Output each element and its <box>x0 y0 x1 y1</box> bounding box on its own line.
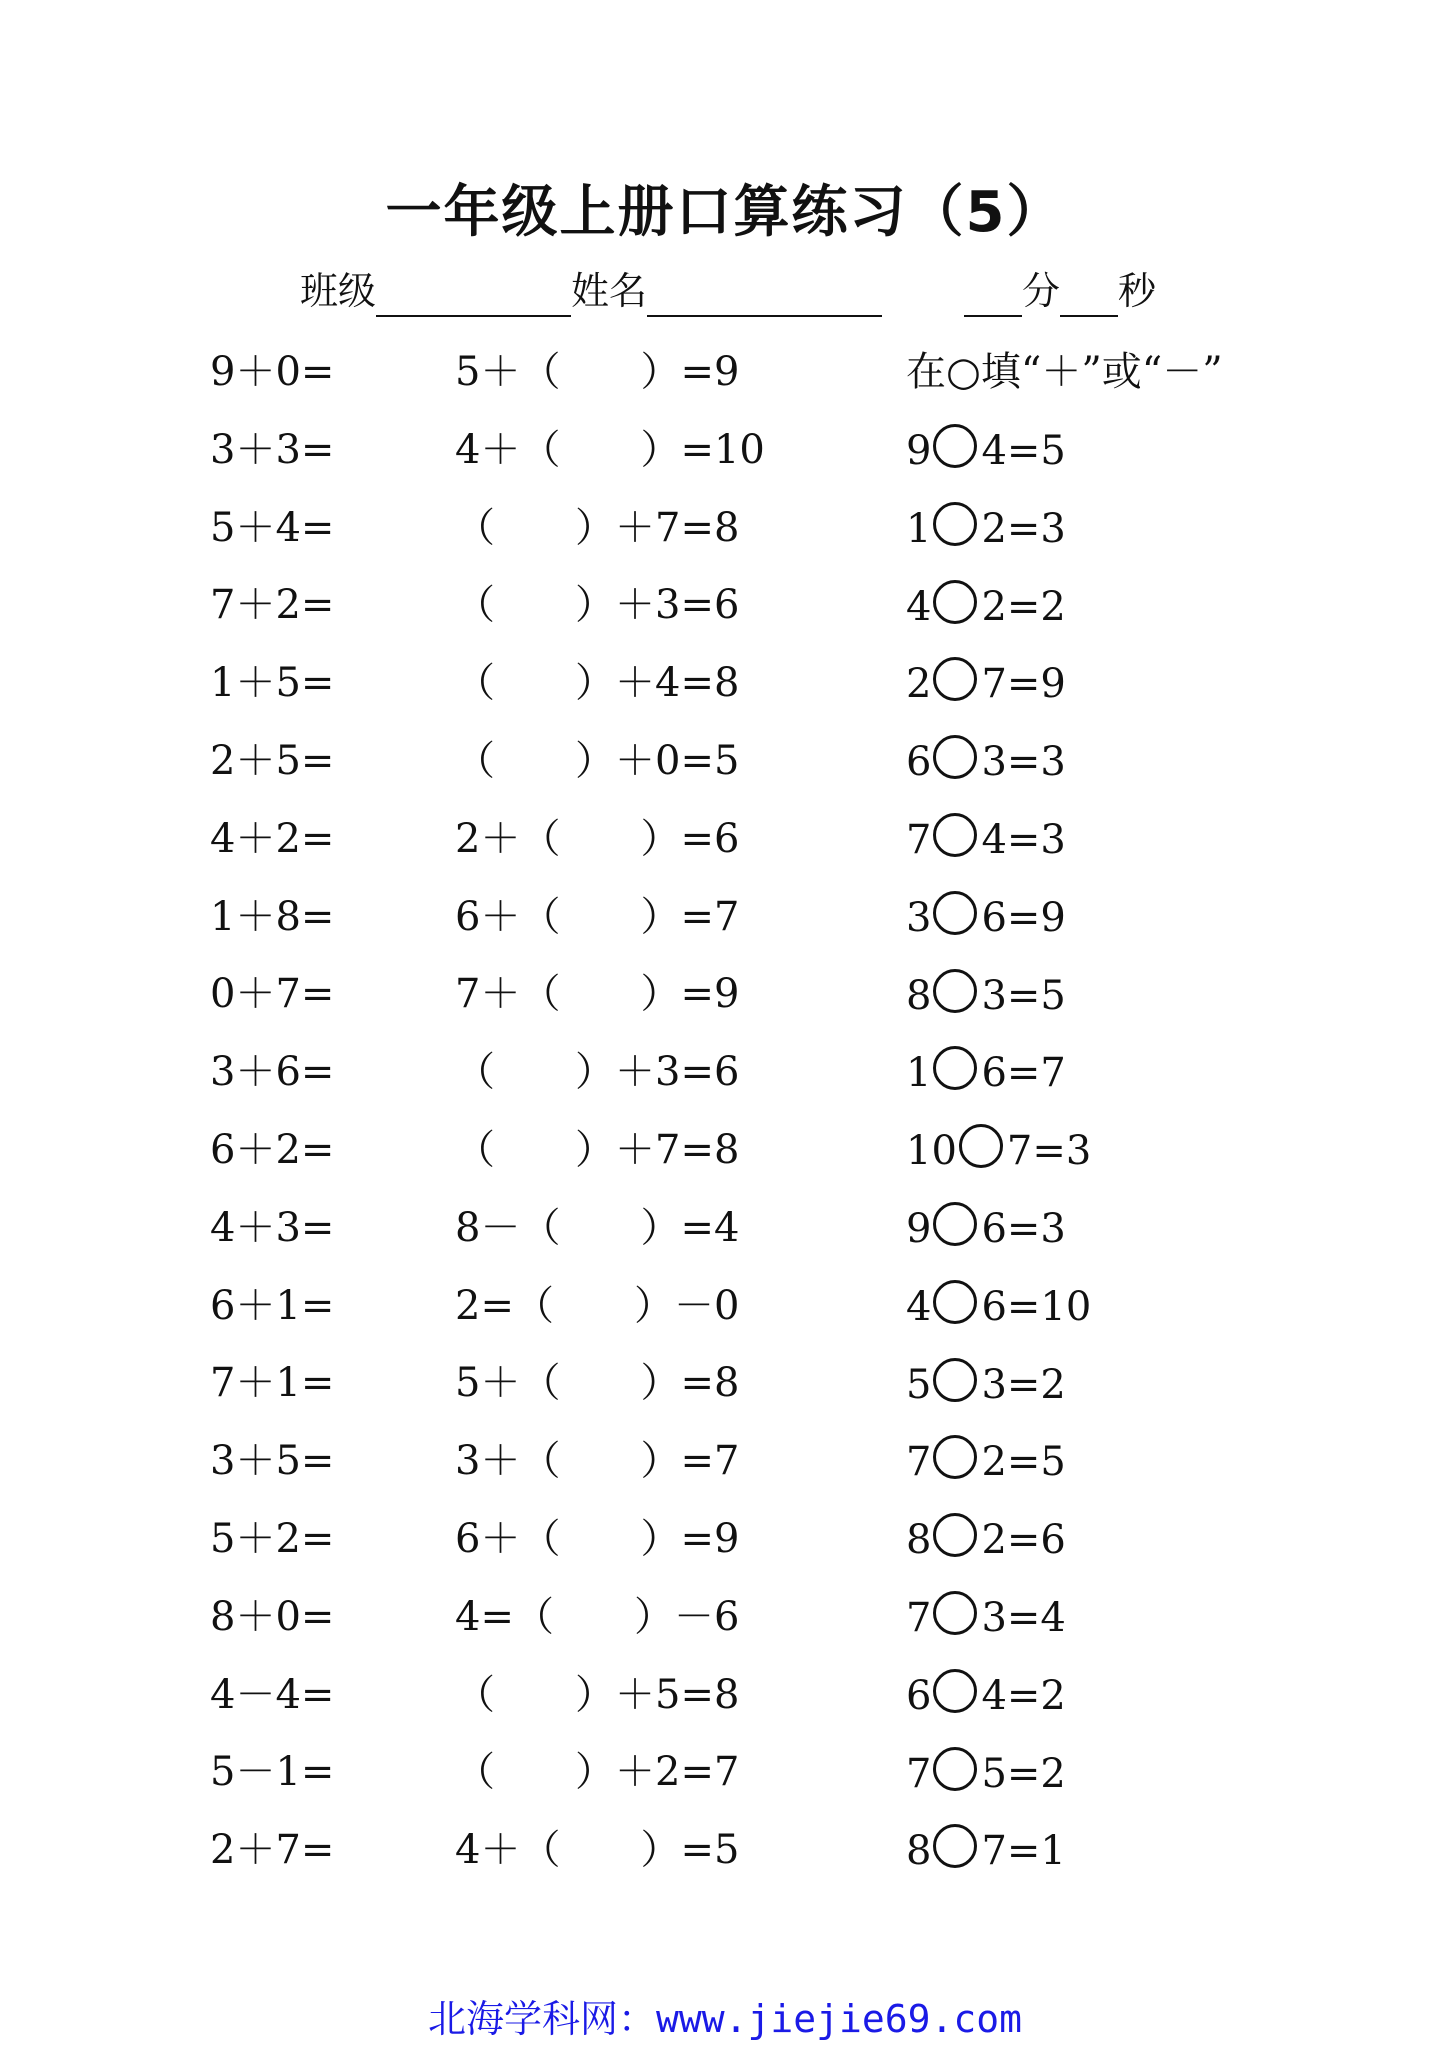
left-operand: 9 <box>906 1206 932 1252</box>
problem-col3-14 <box>906 1435 1066 1488</box>
left-operand: 6 <box>906 1672 932 1719</box>
problem-col2-7: 2＋（ ）=6 <box>455 815 740 862</box>
left-operand: 8 <box>906 1828 932 1875</box>
problem-col1-16: 5＋2= <box>210 1516 335 1562</box>
problem-col2-9: 7＋（ ）=9 <box>455 971 740 1018</box>
problem-col2-3: （ ）＋7=8 <box>455 504 740 551</box>
problem-col2-6: （ ）＋0=5 <box>455 738 740 784</box>
right-side: 7=9 <box>981 661 1066 708</box>
problem-col3-1 <box>906 424 1066 477</box>
problem-col3-16 <box>906 1591 1066 1644</box>
name-label: 姓名 <box>571 269 648 313</box>
problem-col1-11: 6＋2= <box>210 1127 335 1173</box>
right-side: 7=1 <box>981 1828 1066 1875</box>
problem-col3-13 <box>906 1358 1066 1411</box>
problem-col1-15: 3＋5= <box>210 1438 335 1485</box>
left-operand: 4 <box>906 583 932 630</box>
problem-col3-18 <box>906 1747 1066 1800</box>
time-info <box>964 265 1156 317</box>
right-side: 6=10 <box>981 1283 1092 1330</box>
left-operand: 3 <box>906 894 932 941</box>
problem-col2-5: （ ）＋4=8 <box>455 660 740 707</box>
left-operand: 1 <box>906 1050 932 1097</box>
operator-instruction: 在○填“＋”或“－” <box>906 349 1223 395</box>
problem-col1-4: 7＋2= <box>210 582 335 629</box>
minutes-blank[interactable] <box>964 277 1022 317</box>
operator-circle-icon[interactable] <box>933 1202 977 1246</box>
problem-col2-18: （ ）＋5=8 <box>455 1671 740 1718</box>
minutes-label: 分 <box>1022 269 1061 313</box>
problem-col3-11 <box>906 1202 1066 1255</box>
operator-circle-icon[interactable] <box>933 1669 977 1713</box>
operator-circle-icon[interactable] <box>933 424 977 468</box>
right-side: 3=4 <box>981 1595 1066 1641</box>
right-side: 5=2 <box>981 1750 1066 1797</box>
operator-circle-icon[interactable] <box>933 502 977 546</box>
right-side: 2=5 <box>981 1439 1066 1486</box>
problem-col1-14: 7＋1= <box>210 1360 335 1407</box>
operator-circle-icon[interactable] <box>933 657 977 701</box>
problem-col2-1: 5＋（ ）=9 <box>455 349 740 395</box>
operator-circle-icon[interactable] <box>933 1747 977 1791</box>
left-operand: 7 <box>906 1595 932 1641</box>
page-title: 一年级上册口算练习（5） <box>385 180 1065 245</box>
operator-circle-icon[interactable] <box>933 1435 977 1479</box>
right-side: 2=3 <box>981 505 1066 552</box>
operator-circle-icon[interactable] <box>933 813 977 857</box>
operator-circle-icon[interactable] <box>933 580 977 624</box>
problem-col2-16: 6＋（ ）=9 <box>455 1516 740 1562</box>
footer-watermark: 北海学科网：www.jiejie69.com <box>427 1997 1023 2041</box>
problem-col1-1: 9＋0= <box>210 349 335 395</box>
left-operand: 8 <box>906 972 932 1019</box>
problem-col3-7 <box>906 891 1066 944</box>
left-operand: 10 <box>906 1128 957 1175</box>
student-info-line <box>300 265 882 317</box>
right-side: 6=3 <box>981 1206 1066 1252</box>
problem-col3-2 <box>906 502 1066 555</box>
left-operand: 7 <box>906 1750 932 1797</box>
operator-circle-icon[interactable] <box>933 735 977 779</box>
problem-col1-10: 3＋6= <box>210 1049 335 1096</box>
problem-col3-10 <box>906 1124 1091 1177</box>
class-label: 班级 <box>300 269 377 313</box>
operator-circle-icon[interactable] <box>933 1824 977 1868</box>
problem-col1-8: 1＋8= <box>210 893 335 940</box>
operator-circle-icon[interactable] <box>933 1513 977 1557</box>
left-operand: 7 <box>906 817 932 863</box>
name-blank[interactable] <box>647 277 882 317</box>
problem-col3-19 <box>906 1824 1066 1877</box>
problem-col2-17: 4=（ ）－6 <box>455 1593 740 1640</box>
left-operand: 2 <box>906 661 932 708</box>
left-operand: 4 <box>906 1283 932 1330</box>
left-operand: 8 <box>906 1517 932 1564</box>
operator-circle-icon[interactable] <box>933 1280 977 1324</box>
problem-col3-6 <box>906 813 1066 866</box>
right-side: 4=2 <box>981 1672 1066 1719</box>
problem-col2-12: 8－（ ）=4 <box>455 1204 740 1251</box>
right-side: 2=2 <box>981 583 1066 630</box>
problem-col1-18: 4－4= <box>210 1671 335 1718</box>
problem-col3-12 <box>906 1280 1091 1333</box>
seconds-blank[interactable] <box>1060 277 1118 317</box>
problem-col2-10: （ ）＋3=6 <box>455 1049 740 1096</box>
problem-col3-4 <box>906 657 1066 710</box>
operator-circle-icon[interactable] <box>933 1591 977 1635</box>
operator-circle-icon[interactable] <box>959 1124 1003 1168</box>
problem-col2-2: 4＋（ ）=10 <box>455 426 765 473</box>
right-side: 3=5 <box>981 972 1066 1019</box>
class-blank[interactable] <box>376 277 571 317</box>
problem-col1-17: 8＋0= <box>210 1593 335 1640</box>
problem-col1-7: 4＋2= <box>210 815 335 862</box>
problem-col2-19: （ ）＋2=7 <box>455 1749 740 1796</box>
problem-col1-2: 3＋3= <box>210 426 335 473</box>
problem-col1-20: 2＋7= <box>210 1827 335 1874</box>
right-side: 6=7 <box>981 1050 1066 1097</box>
right-side: 6=9 <box>981 894 1066 941</box>
problem-col2-11: （ ）＋7=8 <box>455 1127 740 1173</box>
problem-col1-13: 6＋1= <box>210 1282 335 1329</box>
left-operand: 5 <box>906 1361 932 1408</box>
problem-col2-14: 5＋（ ）=8 <box>455 1360 740 1407</box>
left-operand: 9 <box>906 428 932 474</box>
problem-col2-20: 4＋（ ）=5 <box>455 1827 740 1874</box>
problem-col3-15 <box>906 1513 1066 1566</box>
operator-circle-icon[interactable] <box>933 969 977 1013</box>
problem-col1-5: 1＋5= <box>210 660 335 707</box>
operator-circle-icon[interactable] <box>933 1358 977 1402</box>
problem-col2-13: 2=（ ）－0 <box>455 1282 740 1329</box>
seconds-label: 秒 <box>1118 269 1157 313</box>
problem-col3-3 <box>906 580 1066 633</box>
problem-col1-12: 4＋3= <box>210 1204 335 1251</box>
left-operand: 1 <box>906 505 932 552</box>
problem-col3-9 <box>906 1046 1066 1099</box>
left-operand: 6 <box>906 739 932 786</box>
right-side: 3=2 <box>981 1361 1066 1408</box>
right-side: 4=5 <box>981 428 1066 474</box>
right-side: 3=3 <box>981 739 1066 786</box>
right-side: 2=6 <box>981 1517 1066 1564</box>
right-side: 4=3 <box>981 817 1066 863</box>
problem-col2-4: （ ）＋3=6 <box>455 582 740 629</box>
problem-col2-15: 3＋（ ）=7 <box>455 1438 740 1485</box>
problem-col3-17 <box>906 1669 1066 1722</box>
problem-col3-5 <box>906 735 1066 788</box>
left-operand: 7 <box>906 1439 932 1486</box>
operator-circle-icon[interactable] <box>933 891 977 935</box>
problem-col1-9: 0＋7= <box>210 971 335 1018</box>
problem-col3-8 <box>906 969 1066 1022</box>
operator-circle-icon[interactable] <box>933 1046 977 1090</box>
problem-col1-6: 2＋5= <box>210 738 335 784</box>
problem-col2-8: 6＋（ ）=7 <box>455 893 740 940</box>
problem-col1-3: 5＋4= <box>210 504 335 551</box>
problem-col1-19: 5－1= <box>210 1749 335 1796</box>
right-side: 7=3 <box>1006 1128 1092 1175</box>
